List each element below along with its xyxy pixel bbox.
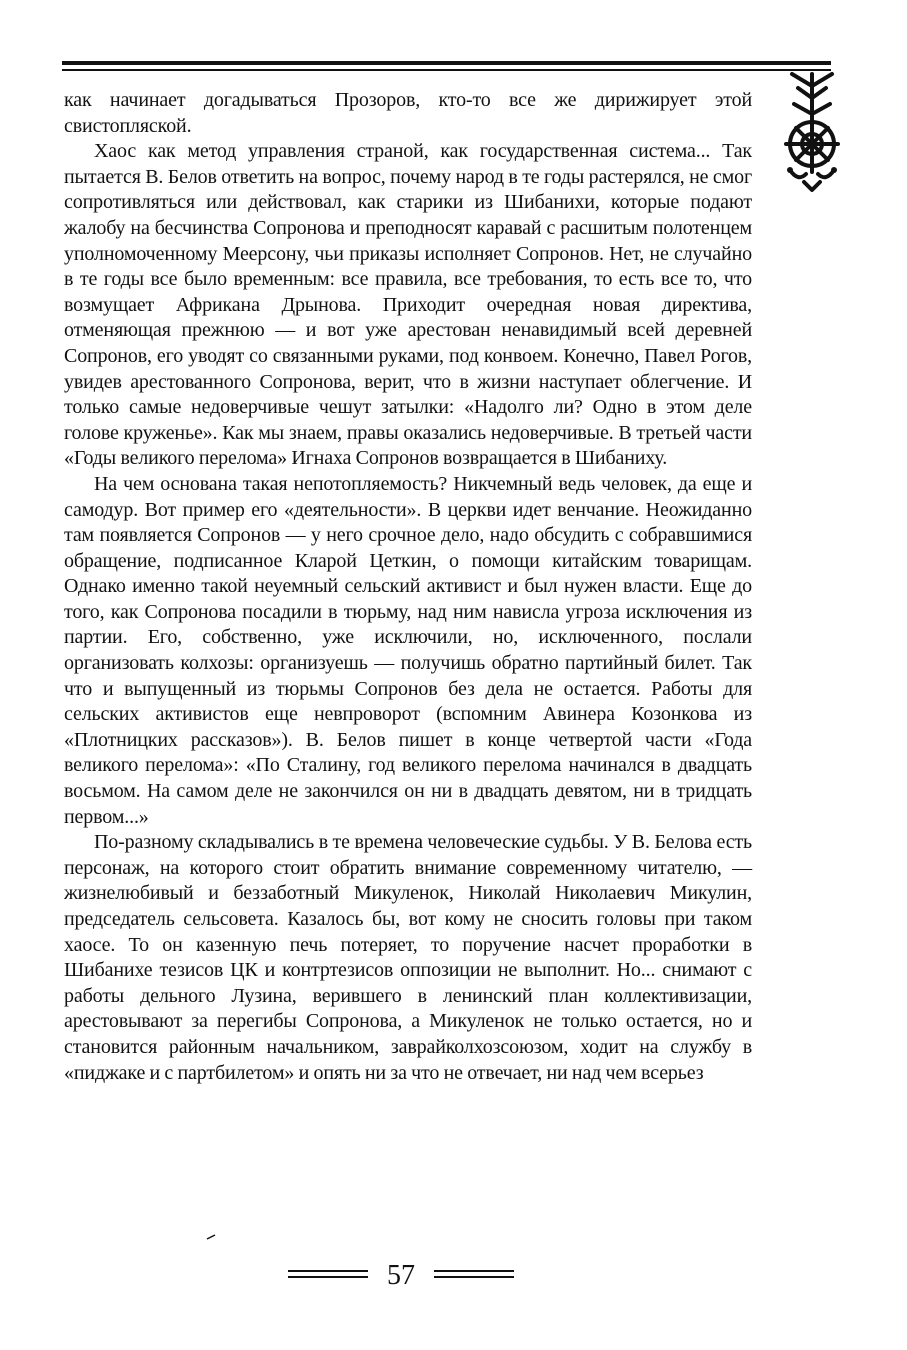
paragraph-mikulenok: По-разному складывались в те времена человеческие судьбы. У В. Белова есть персонаж, на которого стоит обратить внимание современному читателю, — жизнелюбивый и беззаботный Микуленок, Николай Николаевич Микулин, председатель сельсовета. Казалось бы, вот кому не сносить головы при таком хаосе. То он казенную печь потеряет, то поручение насчет проработки в Шибанихе тезисов ЦК и контртезисов оппозиции не выполнит. Но... снимают с работы дельного Лузина, верившего в ленинский план коллективизации, арестовывают за перегибы Сопронова, а Микуленок не только остается, но и становится районным начальником, заврайколхозсоюзом, ходит на службу в «пиджаке и с партбилетом» и опять ни за что не отвечает, ни над чем всерьез	[64, 831, 752, 1084]
paragraph-continuation: как начинает догадываться Прозоров, кто-то все же дирижирует этой свистопляской.	[64, 89, 752, 137]
footer-rule-left	[288, 1270, 368, 1284]
folk-ornament-icon	[784, 70, 840, 194]
paragraph-unsinkable: На чем основана такая непотопляемость? Никчемный ведь человек, да еще и самодур. Вот пример его «деятельности». В церкви идет венчание. Неожиданно там появляется Сопронов — у него срочное дело, надо обсудить с собравшимися обращение, подписанное Кларой Цеткин, о помощи китайским товарищам. Однако именно такой неуемный сельский активист и был нужен власти. Еще до того, как Сопронова посадили в тюрьму, над ним нависла угроза исключения из партии. Его, собственно, уже исключили, но, исключенного, послали организовать колхозы: организуешь — получишь обратно партийный билет. Так что и выпущенный из тюрьмы Сопронов без дела не остается. Работы для сельских активистов еще невпроворот (вспомним Авинера Козонкова из «Плотницких рассказов»). В. Белов пишет в конце четвертой части «Года великого перелома»: «По Сталину, год великого перелома начинался в двадцать восьмом. На самом деле не закончился он ни в двадцать девятом, ни в тридцать первом...»	[64, 472, 752, 828]
page-footer	[288, 1258, 518, 1298]
header-rule-thin	[62, 69, 831, 71]
paragraph-chaos: Хаос как метод управления страной, как государственная система... Так пытается В. Белов ответить на вопрос, почему народ в те годы растерялся, не смог сопротивляться или действовал, как старики из Шибанихи, которые подают жалобу на бесчинства Сопронова и преподносят каравай с расшитым полотенцем уполномоченному Меерсону, чьи приказы исполняет Сопронов. Нет, не случайно в те годы все было временным: все правила, все требования, то есть все то, что возмущает Африкана Дрынова. Приходит очередная новая директива, отменяющая прежнюю — и вот уже арестован ненавидимый всей деревней Сопронов, его уводят со связанными руками, под конвоем. Конечно, Павел Рогов, увидев арестованного Сопронова, верит, что в жизни наступает облегчение. И только самые недоверчивые чешут затылки: «Надолго ли? Одно в этом деле голове круженье». Как мы знаем, правы оказались недоверчивые. В третьей части «Годы великого перелома» Игнаха Сопронов возвращается в Шибаниху.	[64, 140, 752, 470]
footer-rule-right	[434, 1270, 514, 1284]
header-rule-thick	[62, 61, 831, 65]
page-number: 57	[387, 1260, 415, 1291]
stray-mark	[206, 1234, 216, 1240]
body-text	[64, 88, 752, 1086]
